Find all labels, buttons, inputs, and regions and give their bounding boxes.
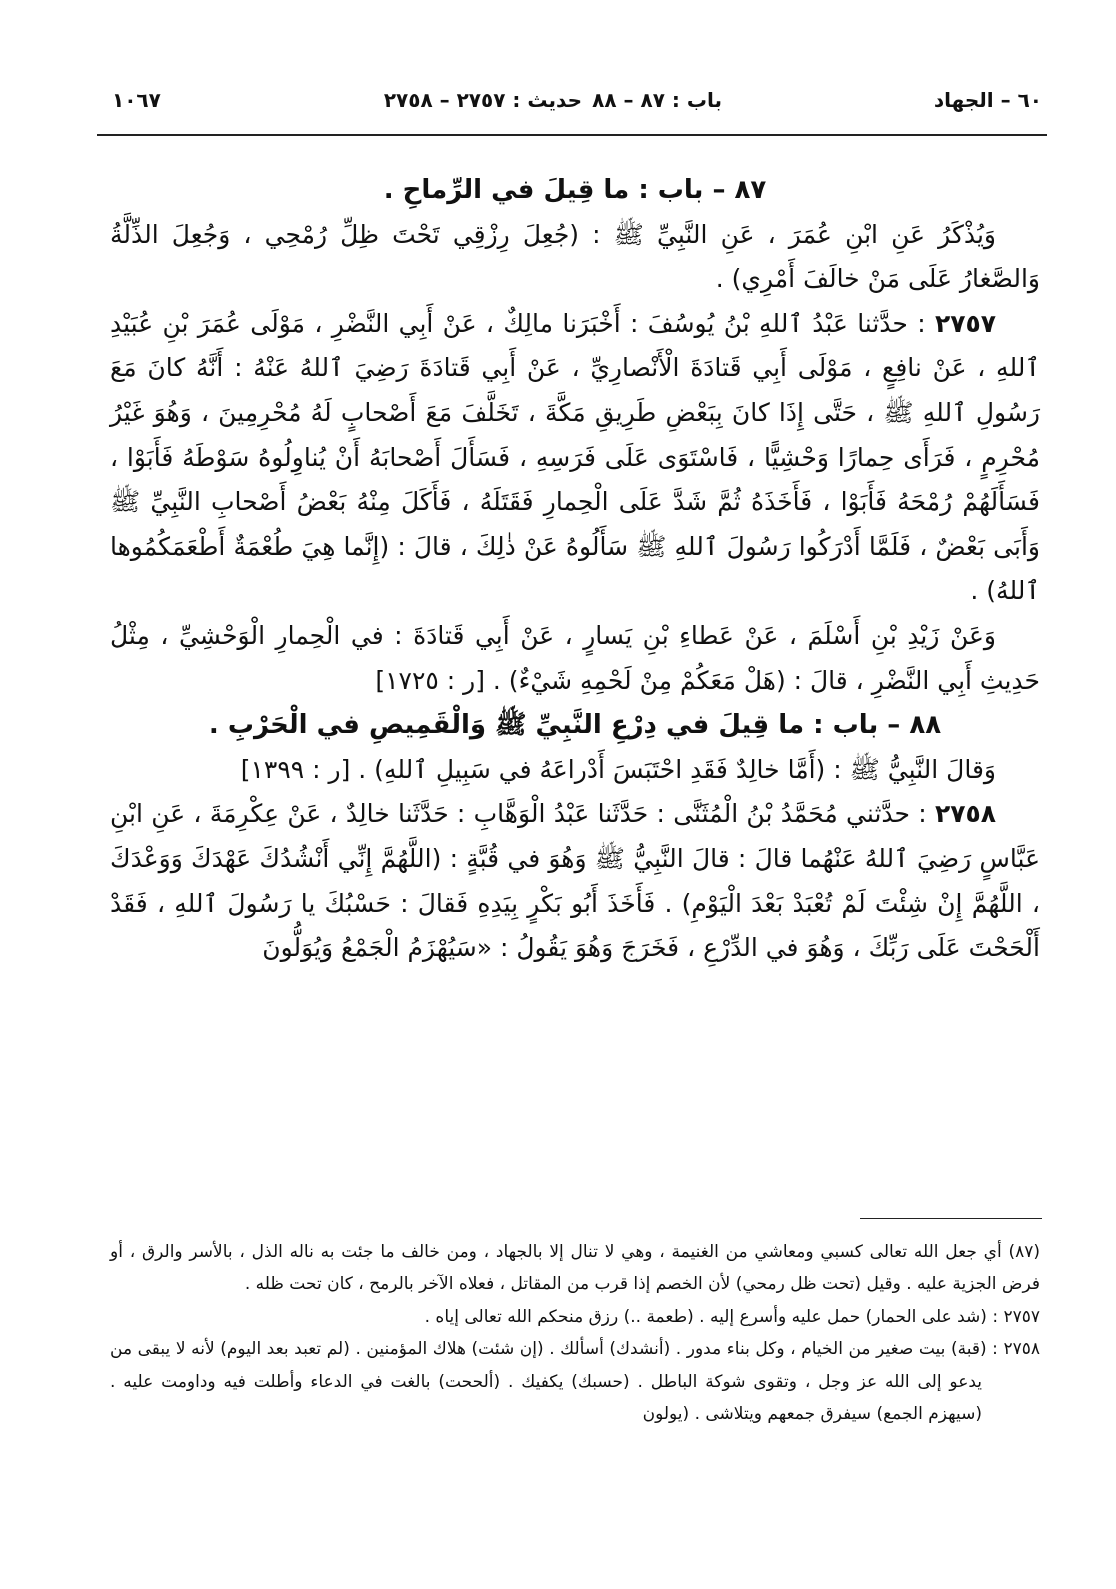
footnote-87: (٨٧) أي جعل الله تعالى كسبي ومعاشي من الغنيمة ، وهي لا تنال إلا بالجهاد ، ومن خالف ما جئت به ناله الذل ، بالأسر والرق ، أو فرض الجزية عليه . وقيل (تحت ظل رمحي) لأن الخصم إذا قرب من المقاتل ، فعلاه الآخر بالرمح ، كان تحت ظله .	[110, 1242, 1040, 1295]
chapter-title: ٦٠ – الجهاد	[933, 88, 1042, 112]
hadith-2758-number: ٢٧٥٨	[934, 799, 996, 829]
bab-88-text: وَقالَ النَّبِيُّ ﷺ : (أَمَّا خالِدٌ فَقَدِ احْتَبَسَ أَدْراعَهُ في سَبِيلِ ٱللهِ) . [ر : ١٣٩٩]	[240, 754, 996, 784]
page-number: ١٠٦٧	[112, 88, 161, 112]
hadith-range: حديث : ٢٧٥٧ – ٢٧٥٨	[383, 88, 582, 112]
bab-87-heading: ٨٧ – باب : ما قِيلَ في الرِّماحِ .	[383, 175, 767, 205]
bab-range: باب : ٨٧ – ٨٨	[592, 88, 722, 112]
footnote-2758: ٢٧٥٨ : (قبة) بيت صغير من الخيام ، وكل بناء مدور . (أنشدك) أسألك . (إن شئت) هلاك المؤمنين . (لم تعبد بعد اليوم) لأنه لا يبقى من يدعو إلى الله عز وجل ، وتقوى شوكة الباطل . (حسبك) يكفيك . (ألححت) بالغت في الدعاء وأطلت فيه وداومت عليه . (سيهزم الجمع) سيفرق جمعهم ويتلاشى . (يولون	[110, 1339, 1040, 1425]
footnote-2757: ٢٧٥٧ : (شد على الحمار) حمل عليه وأسرع إليه . (طعمة ..) رزق منحكم الله تعالى إياه .	[424, 1306, 1040, 1327]
footnotes	[110, 1236, 1040, 1430]
bab-88-heading: ٨٨ – باب : ما قِيلَ في دِرْعِ النَّبِيِّ ﷺ وَالْقَمِيصِ في الْحَرْبِ .	[208, 710, 942, 741]
hadith-2757	[110, 302, 1040, 614]
hadith-2757-text: : حدَّثنا عَبْدُ ٱللهِ بْنُ يُوسُفَ : أَخْبَرَنا مالِكٌ ، عَنْ أَبِي النَّضْرِ ، مَوْلَى عُمَرَ بْنِ عُبَيْدِ ٱللهِ ، عَنْ نافِعٍ ، مَوْلَى أَبِي قَتادَةَ الْأَنْصارِيِّ ، عَنْ أَبِي قَتادَةَ رَضِيَ ٱللهُ عَنْهُ : أَنَّهُ كانَ مَعَ رَسُولِ ٱللهِ ﷺ ، حَتَّى إِذَا كانَ بِبَعْضِ طَرِيقِ مَكَّةَ ، تَخَلَّفَ مَعَ أَصْحابٍ لَهُ مُحْرِمِينَ ، وَهُوَ غَيْرُ مُحْرِمٍ ، فَرَأَى حِمارًا وَحْشِيًّا ، فَاسْتَوَى عَلَى فَرَسِهِ ، فَسَأَلَ أَصْحابَهُ أَنْ يُناوِلُوهُ سَوْطَهُ فَأَبَوْا ، فَسَأَلَهُمْ رُمْحَهُ فَأَبَوْا ، فَأَخَذَهُ ثُمَّ شَدَّ عَلَى الْحِمارِ فَقَتَلَهُ ، فَأَكَلَ مِنْهُ بَعْضُ أَصْحابِ النَّبِيِّ ﷺ وَأَبَى بَعْضٌ ، فَلَمَّا أَدْرَكُوا رَسُولَ ٱللهِ ﷺ سَأَلُوهُ عَنْ ذٰلِكَ ، قالَ : (إِنَّما هِيَ طُعْمَةٌ أَطْعَمَكُمُوها ٱللهُ) .	[110, 308, 1040, 606]
bab-87-text: وَيُذْكَرُ عَنِ ابْنِ عُمَرَ ، عَنِ النَّبِيِّ ﷺ : (جُعِلَ رِزْقِي تَحْتَ ظِلِّ رُمْحِي ، وَجُعِلَ الذِّلَّةُ وَالصَّغارُ عَلَى مَنْ خالَفَ أَمْرِي) .	[110, 219, 1040, 294]
running-header	[112, 82, 1042, 122]
hadith-2757-sub: وَعَنْ زَيْدِ بْنِ أَسْلَمَ ، عَنْ عَطاءِ بْنِ يَسارٍ ، عَنْ أَبِي قَتادَةَ : في الْحِمارِ الْوَحْشِيِّ ، مِثْلُ حَدِيثِ أَبِي النَّضْرِ ، قالَ : (هَلْ مَعَكُمْ مِنْ لَحْمِهِ شَيْءٌ) . [ر : ١٧٢٥]	[110, 620, 1040, 695]
main-text	[110, 168, 1040, 971]
footnote-divider	[860, 1218, 1042, 1219]
hadith-2758-text: : حدَّثني مُحَمَّدُ بْنُ الْمُثَنَّى : حَدَّثَنا عَبْدُ الْوَهَّابِ : حَدَّثَنا خالِدٌ ، عَنْ عِكْرِمَةَ ، عَنِ ابْنِ عَبَّاسٍ رَضِيَ ٱللهُ عَنْهُما قالَ : قالَ النَّبِيُّ ﷺ وَهُوَ في قُبَّةٍ : (اللَّهُمَّ إِنِّي أَنْشُدُكَ عَهْدَكَ وَوَعْدَكَ ، اللَّهُمَّ إِنْ شِئْتَ لَمْ تُعْبَدْ بَعْدَ الْيَوْمِ) . فَأَخَذَ أَبُو بَكْرٍ بِيَدِهِ فَقالَ : حَسْبُكَ يا رَسُولَ ٱللهِ ، فَقَدْ أَلْحَحْتَ عَلَى رَبِّكَ ، وَهُوَ في الدِّرْعِ ، فَخَرَجَ وَهُوَ يَقُولُ : «سَيُهْزَمُ الْجَمْعُ وَيُوَلُّونَ	[110, 799, 1040, 963]
hadith-2757-number: ٢٧٥٧	[934, 308, 997, 338]
hadith-2758	[110, 792, 1040, 970]
header-divider	[97, 134, 1047, 136]
